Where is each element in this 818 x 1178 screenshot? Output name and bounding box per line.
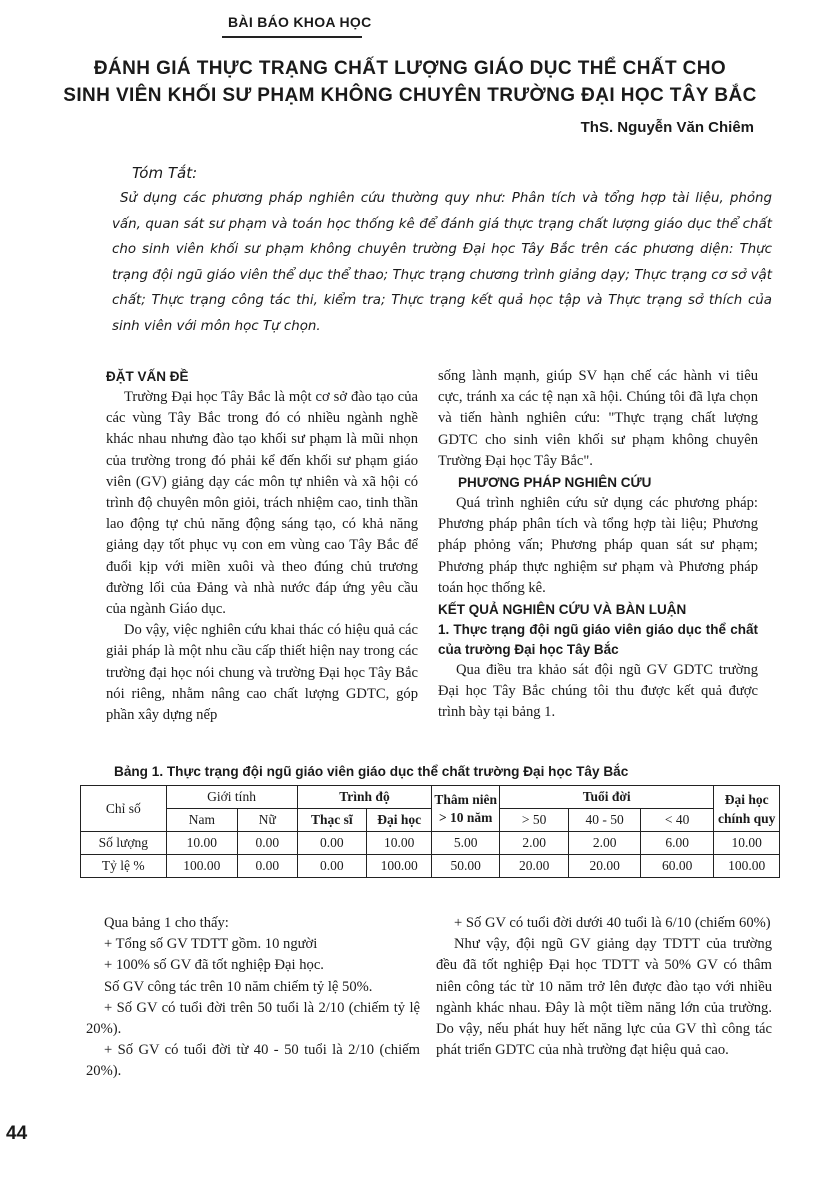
header-daihoc-chinhquy: Đại học chính quy bbox=[714, 786, 780, 832]
table-cell: 0.00 bbox=[297, 855, 366, 878]
article-title-line-1: ĐÁNH GIÁ THỰC TRẠNG CHẤT LƯỢNG GIÁO DỤC THỂ CHẤT CHO bbox=[93, 58, 727, 79]
table-cell: 0.00 bbox=[238, 855, 297, 878]
header-duoi40: < 40 bbox=[640, 809, 714, 832]
section-tag: BÀI BÁO KHOA HỌC bbox=[228, 14, 372, 30]
header-thacsi: Thạc sĩ bbox=[297, 809, 366, 832]
header-thamnien: Thâm niên > 10 năm bbox=[432, 786, 499, 832]
author: ThS. Nguyễn Văn Chiêm bbox=[580, 119, 754, 136]
table-cell: 50.00 bbox=[432, 855, 499, 878]
header-nam: Nam bbox=[166, 809, 238, 832]
table-cell: 20.00 bbox=[569, 855, 641, 878]
results-subheading: 1. Thực trạng đội ngũ giáo viên giáo dục thể chất của trường Đại học Tây Bắc bbox=[438, 622, 758, 658]
column-left-bottom bbox=[86, 913, 420, 1083]
row-label: Tỷ lệ % bbox=[81, 855, 167, 878]
column-right-bottom bbox=[436, 913, 772, 1061]
header-tuoidoi: Tuổi đời bbox=[499, 786, 714, 809]
header-nu: Nữ bbox=[238, 809, 297, 832]
summary-line: + Số GV có tuổi đời trên 50 tuổi là 2/10 (chiếm tỷ lệ 20%). bbox=[86, 999, 420, 1038]
table-cell: 100.00 bbox=[714, 855, 780, 878]
table-cell: 60.00 bbox=[640, 855, 714, 878]
data-table bbox=[80, 785, 780, 878]
row-label: Số lượng bbox=[81, 832, 167, 855]
article-title-line-2: SINH VIÊN KHỐI SƯ PHẠM KHÔNG CHUYÊN TRƯỜNG ĐẠI HỌC TÂY BẮC bbox=[63, 85, 757, 106]
introduction-paragraph-1: Trường Đại học Tây Bắc là một cơ sở đào tạo của các vùng Tây Bắc trong đó có nhiều ngành nghề khác nhau nhưng đào tạo khối sư phạm là mũi nhọn của trường trong đó phải kể đến khối sư phạm giáo viên (GV) giảng dạy các môn tự nhiên và xã hội có trình độ chuyên môn giỏi, trách nhiệm cao, tinh thần lao động tự chủ năng động sáng tạo, có khả năng giảng dạy tốt phục vụ con em vùng cao Tây Bắc để đuổi kịp với miền xuôi và theo đúng chủ trương đường lối của Đảng và nhà nước đáp ứng yêu cầu của ngành Giáo dục. bbox=[106, 389, 418, 618]
results-heading: KẾT QUẢ NGHIÊN CỨU VÀ BÀN LUẬN bbox=[438, 602, 687, 618]
table-header-row-2 bbox=[81, 809, 780, 832]
table-cell: 6.00 bbox=[640, 832, 714, 855]
summary-line: + Số GV có tuổi đời từ 40 - 50 tuổi là 2/10 (chiếm 20%). bbox=[86, 1042, 420, 1080]
table-cell: 10.00 bbox=[367, 832, 432, 855]
table-header-row-1 bbox=[81, 786, 780, 809]
page-number: 44 bbox=[6, 1123, 28, 1144]
section-rule bbox=[222, 36, 362, 38]
table-cell: 100.00 bbox=[166, 855, 238, 878]
table-cell: 5.00 bbox=[432, 832, 499, 855]
summary-line: + Số GV có tuổi đời dưới 40 tuổi là 6/10 (chiếm 60%) bbox=[454, 915, 771, 931]
summary-line: Qua bảng 1 cho thấy: bbox=[104, 915, 229, 931]
introduction-paragraph-2: Do vậy, việc nghiên cứu khai thác có hiệu quả các giải pháp là một nhu cầu cấp thiết hiện nay trong các trường đại học nói chung và trường Đại học Tây Bắc nói riêng, nhằm nâng cao chất lượng GDTC, góp phần xây dựng nếp bbox=[106, 622, 418, 724]
table-row bbox=[81, 855, 780, 878]
header-tren50: > 50 bbox=[499, 809, 568, 832]
column-right-top bbox=[438, 366, 758, 724]
table-cell: 2.00 bbox=[499, 832, 568, 855]
header-chiso: Chỉ số bbox=[81, 786, 167, 832]
header-40-50: 40 - 50 bbox=[569, 809, 641, 832]
abstract-heading: Tóm Tắt: bbox=[132, 164, 198, 182]
table-cell: 10.00 bbox=[714, 832, 780, 855]
table-caption: Bảng 1. Thực trạng đội ngũ giáo viên giáo dục thể chất trường Đại học Tây Bắc bbox=[114, 764, 629, 779]
table-cell: 20.00 bbox=[499, 855, 568, 878]
header-trinhdo: Trình độ bbox=[297, 786, 432, 809]
results-paragraph: Qua điều tra khảo sát đội ngũ GV GDTC trường Đại học Tây Bắc chúng tôi thu được kết quả được trình bày tại bảng 1. bbox=[438, 662, 758, 721]
conclusion-paragraph: Như vậy, đội ngũ GV giảng dạy TDTT của trường đều đã tốt nghiệp Đại học TDTT và 50% GV có thâm niên công tác từ 10 năm trở lên được đào tạo với nhiều ngành khác nhau. Đây là một tiềm năng lớn của trường. Do vậy, nếu phát huy hết năng lực của GV thì công tác phát triển GDTC của nhà trường đạt hiệu quả cao. bbox=[436, 936, 772, 1059]
methods-paragraph: Quá trình nghiên cứu sử dụng các phương pháp: Phương pháp phân tích và tổng hợp tài liệu; Phương pháp phỏng vấn; Phương pháp quan sát sư phạm; Phương pháp thực nghiệm sư phạm và Phương pháp toán học thống kê. bbox=[438, 495, 758, 596]
table-cell: 0.00 bbox=[238, 832, 297, 855]
summary-line: Số GV công tác trên 10 năm chiếm tỷ lệ 50%. bbox=[104, 978, 373, 995]
methods-heading: PHƯƠNG PHÁP NGHIÊN CỨU bbox=[458, 475, 652, 491]
table-cell: 2.00 bbox=[569, 832, 641, 855]
introduction-continuation: sống lành mạnh, giúp SV hạn chế các hành vi tiêu cực, tránh xa các tệ nạn xã hội. Chúng tôi đã lựa chọn và tiến hành nghiên cứu: "Thực trạng chất lượng GDTC cho sinh viên khối sư phạm không chuyên Trường Đại học Tây Bắc". bbox=[438, 368, 758, 469]
table-cell: 100.00 bbox=[367, 855, 432, 878]
table-row bbox=[81, 832, 780, 855]
abstract-text: Sử dụng các phương pháp nghiên cứu thường quy như: Phân tích và tổng hợp tài liệu, phỏng vấn, quan sát sư phạm và toán học thống kê để đánh giá thực trạng chất lượng giáo dục thể chất cho sinh viên khối sư phạm không chuyên trường Đại học Tây Bắc trên các phương diện: Thực trạng đội ngũ giáo viên thể dục thể thao; Thực trạng chương trình giảng dạy; Thực trạng cơ sở vật chất; Thực trạng công tác thi, kiểm tra; Thực trạng kết quả học tập và Thực trạng sở thích của sinh viên với môn học Tự chọn. bbox=[112, 191, 772, 334]
introduction-heading: ĐẶT VẤN ĐỀ bbox=[106, 369, 189, 384]
header-daihoc: Đại học bbox=[367, 809, 432, 832]
column-left-top bbox=[106, 366, 418, 726]
header-gioitinh: Giới tính bbox=[166, 786, 297, 809]
summary-line: + 100% số GV đã tốt nghiệp Đại học. bbox=[104, 957, 324, 974]
summary-line: + Tổng số GV TDTT gồm. 10 người bbox=[104, 936, 318, 953]
table-cell: 0.00 bbox=[297, 832, 366, 855]
table-cell: 10.00 bbox=[166, 832, 238, 855]
